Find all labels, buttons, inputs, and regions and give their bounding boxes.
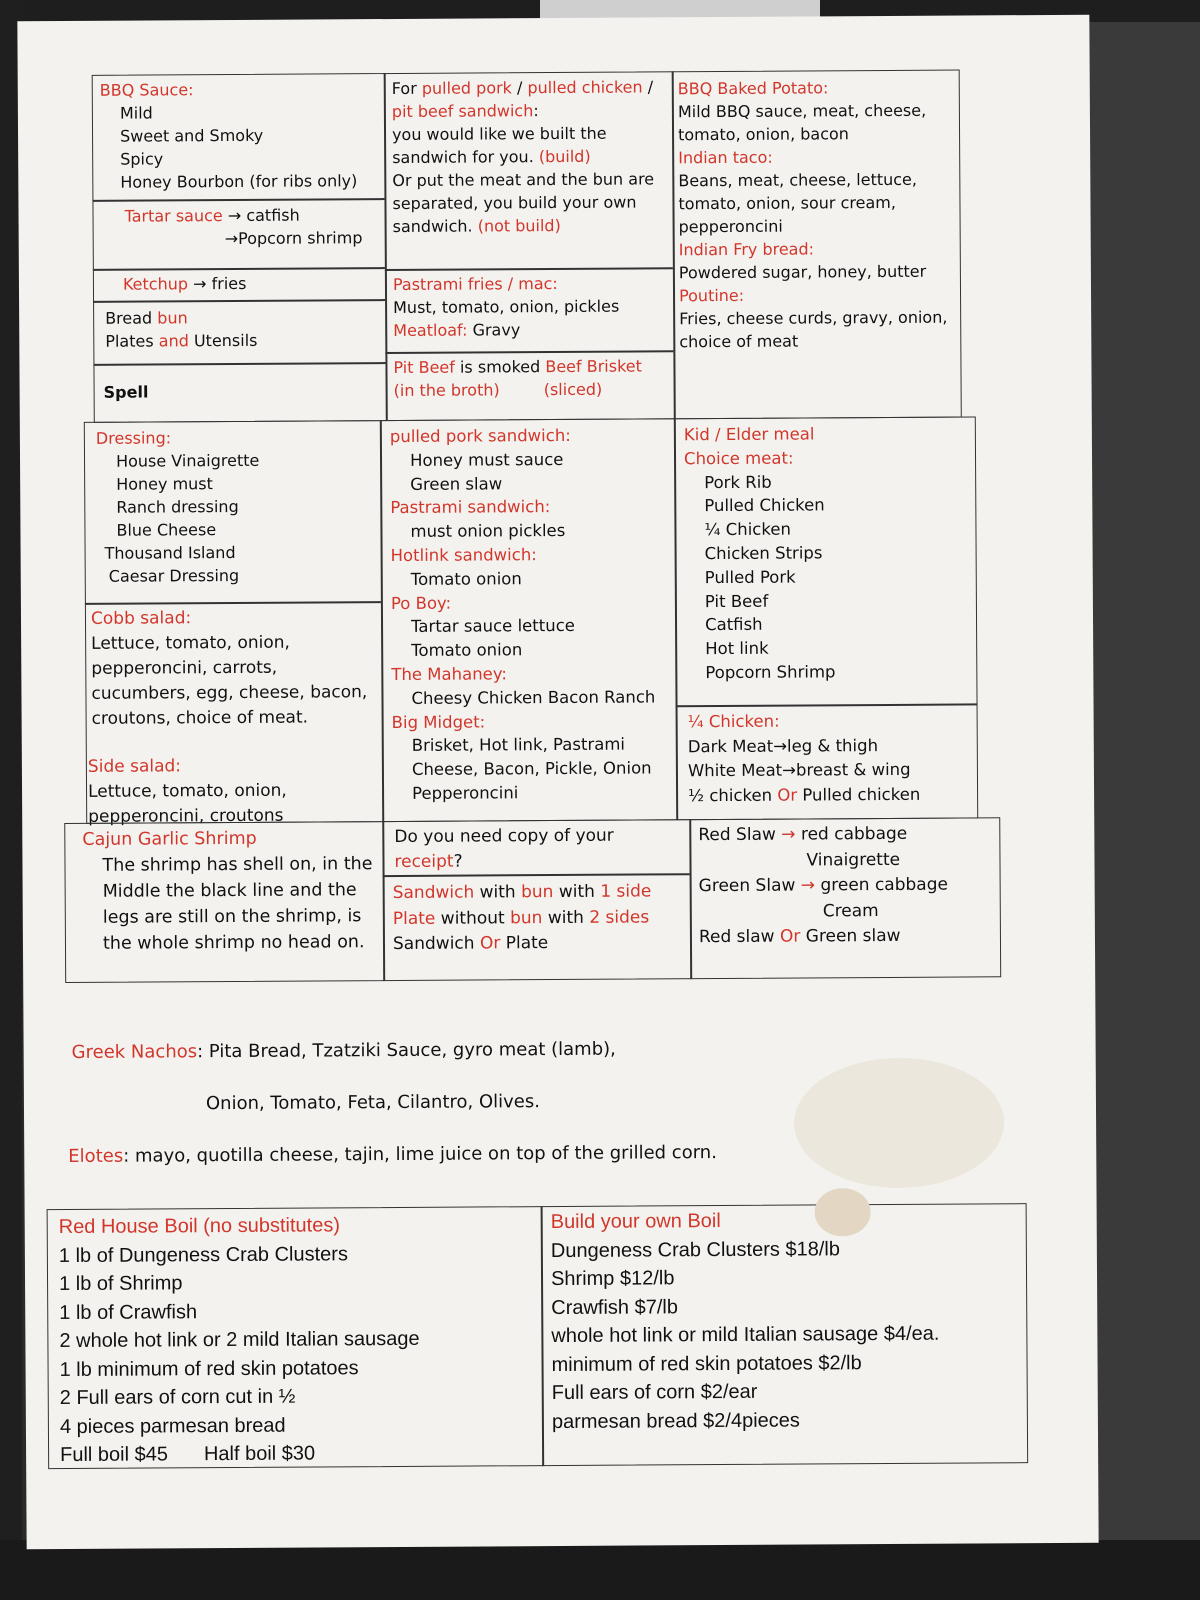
poutine-title: Poutine: [678, 285, 745, 306]
boil-item: 4 pieces parmesan bread [59, 1414, 286, 1438]
potato-line: tomato, onion, bacon [677, 124, 849, 145]
cobb-cell [91, 605, 368, 732]
meatloaf-title: Meatloaf: [393, 320, 468, 340]
bread-cell [105, 306, 257, 353]
sandwich-line: Tomato onion [410, 568, 522, 589]
cajun-shrimp-cell [82, 825, 373, 957]
tartar-label: Tartar sauce [124, 206, 223, 226]
red-cabbage-text: red cabbage [800, 823, 908, 845]
full-boil-price: Full boil $45 [60, 1443, 169, 1467]
fry-bread-title: Indian Fry bread: [678, 239, 815, 260]
pastrami-fries-line: Must, tomato, onion, pickles [393, 296, 620, 317]
quarter-chicken-title: ¼ Chicken: [687, 711, 780, 732]
bread-text: Bread [105, 308, 158, 328]
pulled-chicken-text: Pulled chicken [797, 784, 921, 805]
dressing-item: Caesar Dressing [108, 565, 240, 586]
vinaigrette-text: Vinaigrette [806, 849, 901, 870]
green-slaw-label: Green Slaw [698, 875, 796, 897]
two-sides-word: 2 sides [589, 906, 650, 928]
sandwich-plate-cell [393, 879, 652, 957]
sandwich-word: Sandwich [392, 933, 480, 955]
intro-pulled-chicken: pulled chicken [527, 77, 643, 98]
dressing-item: Blue Cheese [116, 520, 217, 540]
intro-text: / [642, 77, 654, 97]
intro-not-build: (not build) [477, 215, 561, 236]
cobb-line: pepperoncini, carrots, [91, 657, 278, 679]
intro-pit-beef: pit beef sandwich [391, 101, 534, 122]
kid-meal-cell [684, 422, 836, 685]
plate-word: Plate [392, 908, 436, 929]
intro-text: Or put the meat and the bun are [392, 169, 655, 191]
and-text: and [158, 331, 189, 351]
side-salad-title: Side salad: [87, 756, 182, 777]
bun-word: bun [521, 882, 554, 903]
potato-line: Mild BBQ sauce, meat, cheese, [677, 100, 927, 122]
cobb-title: Cobb salad: [90, 608, 192, 629]
cajun-shrimp-line: legs are still on the shrimp, is [102, 906, 362, 928]
kid-meal-item: Pulled Chicken [704, 495, 825, 516]
intro-text: separated, you build your own [392, 192, 637, 214]
with-word: with [542, 907, 590, 928]
with-word: with [474, 882, 522, 903]
build-boil-item: parmesan bread $2/4pieces [551, 1409, 800, 1433]
green-cabbage-text: green cabbage [820, 874, 949, 896]
greek-nachos-line: Onion, Tomato, Feta, Cilantro, Olives. [205, 1091, 540, 1115]
build-boil-title: Build your own Boil [550, 1210, 721, 1234]
kid-meal-item: Catfish [704, 615, 763, 635]
tartar-cell [124, 203, 362, 250]
bbq-sauce-item: Spicy [120, 149, 164, 169]
intro-text: sandwich. [392, 216, 478, 236]
cajun-shrimp-line: the whole shrimp no head on. [102, 932, 365, 954]
potato-title: BBQ Baked Potato: [677, 78, 829, 99]
red-slaw-text: Red slaw [698, 926, 781, 948]
red-house-boil [59, 1211, 421, 1470]
kid-meal-title: Kid / Elder meal [683, 424, 815, 445]
cobb-line: croutons, choice of meat. [91, 707, 309, 729]
meatloaf-gravy: Gravy [467, 320, 521, 340]
mahaney-title: The Mahaney: [391, 664, 507, 684]
receipt-mark: ? [453, 851, 463, 872]
greek-nachos [72, 1036, 616, 1066]
build-boil-item: whole hot link or mild Italian sausage $4/ea. [551, 1322, 940, 1348]
sandwich-line: Cheese, Bacon, Pickle, Onion [411, 758, 652, 780]
sandwich-line: Tartar sauce lettuce [410, 616, 575, 637]
big-midget-title: Big Midget: [391, 712, 486, 732]
receipt-word: receipt [394, 851, 454, 873]
cobb-line: Lettuce, tomato, onion, [91, 632, 290, 654]
sandwich-line: Honey must sauce [409, 449, 564, 470]
cream-text: Cream [822, 900, 879, 921]
red-house-boil-title: Red House Boil (no substitutes) [58, 1214, 341, 1239]
side-salad-cell [88, 754, 287, 830]
side-salad-line: pepperoncini, croutons [88, 805, 284, 827]
build-boil-item: Shrimp $12/lb [550, 1267, 675, 1291]
intro-text: you would like we built the [391, 123, 607, 145]
build-boil-item: Crawfish $7/lb [551, 1295, 678, 1319]
or-word: Or [779, 926, 801, 947]
sandwich-line: Pepperoncini [412, 783, 519, 803]
sandwich-line: Green slaw [410, 473, 503, 494]
elotes [68, 1139, 717, 1170]
build-boil-item: Dungeness Crab Clusters $18/lb [550, 1237, 840, 1262]
green-slaw-text: Green slaw [800, 925, 901, 947]
boil-item: 1 lb of Dungeness Crab Clusters [58, 1242, 348, 1267]
or-text: Or [777, 785, 798, 805]
kid-meal-item: Chicken Strips [704, 543, 823, 564]
ketchup-fries: → fries [187, 273, 247, 294]
build-boil-item: minimum of red skin potatoes $2/lb [551, 1351, 862, 1376]
in-broth-label: (in the broth) [393, 380, 500, 400]
pit-beef-cell [393, 354, 642, 402]
quarter-chicken-cell [688, 709, 921, 808]
dark-meat-text: →leg & thigh [773, 735, 879, 756]
sandwich-line: Brisket, Hot link, Pastrami [411, 734, 626, 756]
taco-line: Beans, meat, cheese, lettuce, [678, 169, 918, 191]
taco-title: Indian taco: [678, 147, 773, 168]
menu-sheet [17, 15, 1098, 1550]
build-boil-item: Full ears of corn $2/ear [551, 1380, 758, 1405]
boil-item: 2 Full ears of corn cut in ½ [59, 1385, 296, 1410]
plates-text: Plates [105, 331, 159, 351]
one-side-word: 1 side [600, 881, 652, 902]
choice-meat-title: Choice meat: [683, 448, 794, 469]
pastrami-title: Pastrami sandwich: [390, 497, 551, 518]
sliced-label: (sliced) [543, 379, 603, 400]
pulled-pork-intro-cell [392, 75, 655, 238]
hotlink-title: Hotlink sandwich: [390, 545, 537, 566]
pulled-pork-title: pulled pork sandwich: [389, 425, 571, 447]
ketchup-label: Ketchup [122, 274, 189, 294]
boil-item: 1 lb of Shrimp [58, 1272, 183, 1296]
intro-text: : [533, 101, 539, 121]
kid-meal-item: Hot link [705, 638, 769, 659]
greek-nachos-line: : Pita Bread, Tzatziki Sauce, gyro meat (lamb), [197, 1038, 616, 1063]
cajun-shrimp-title: Cajun Garlic Shrimp [82, 828, 257, 850]
background-bottom [0, 1540, 1200, 1600]
intro-pulled-pork: pulled pork [421, 78, 512, 98]
sandwich-word: Sandwich [392, 882, 475, 904]
dressing-title: Dressing: [95, 428, 172, 448]
arrow: → [795, 875, 821, 896]
half-chicken-text: ½ chicken [688, 785, 778, 805]
or-word: Or [479, 933, 501, 954]
boil-item: 1 lb of Crawfish [59, 1300, 198, 1324]
taco-line: tomato, onion, sour cream, [678, 192, 896, 214]
bbq-sauce-title: BBQ Sauce: [99, 80, 194, 100]
stain-mark [814, 1188, 870, 1236]
poboy-title: Po Boy: [390, 593, 452, 613]
pit-beef-text: is smoked [454, 357, 546, 377]
red-slaw-label: Red Slaw [698, 824, 776, 846]
cajun-shrimp-line: The shrimp has shell on, in the [102, 854, 373, 876]
background-right [1088, 22, 1200, 1552]
side-salad-line: Lettuce, tomato, onion, [87, 780, 287, 802]
pit-beef-label: Pit Beef [393, 357, 455, 377]
intro-text: For [391, 78, 422, 99]
dressing-item: Honey must [116, 474, 213, 494]
spell-label: Spell [103, 382, 149, 402]
cobb-line: cucumbers, egg, cheese, bacon, [91, 682, 368, 704]
tartar-catfish: → catfish [227, 205, 300, 226]
white-meat-text: →breast & wing [782, 759, 911, 780]
elotes-title: Elotes [68, 1145, 124, 1167]
potato-cell [678, 76, 948, 354]
pastrami-fries-cell [393, 272, 620, 342]
kid-meal-item: Pulled Pork [704, 567, 796, 587]
half-boil-price: Half boil $30 [203, 1442, 316, 1466]
tartar-popcorn: →Popcorn shrimp [224, 228, 363, 249]
cajun-shrimp-line: Middle the black line and the [102, 880, 357, 902]
intro-build: (build) [538, 146, 591, 167]
boil-item: 2 whole hot link or 2 mild Italian sausage [59, 1327, 420, 1353]
sandwich-line: Cheesy Chicken Bacon Ranch [411, 687, 656, 708]
greek-nachos-title: Greek Nachos [71, 1041, 198, 1063]
taco-line: pepperoncini [678, 216, 783, 237]
pastrami-fries-title: Pastrami fries / mac: [392, 273, 558, 294]
intro-text: sandwich for you. [392, 147, 539, 168]
poutine-line: choice of meat [679, 331, 799, 352]
kid-meal-item: Popcorn Shrimp [705, 662, 836, 683]
beef-brisket-label: Beef Brisket [545, 356, 642, 377]
dressing-item: Ranch dressing [116, 496, 239, 517]
with-word: with [553, 881, 601, 903]
spell-cell [104, 380, 149, 403]
greek-nachos-2 [206, 1088, 540, 1117]
kid-meal-item: Pit Beef [704, 591, 769, 611]
bbq-sauce-item: Sweet and Smoky [119, 125, 264, 146]
intro-text: / [511, 78, 528, 98]
utensils-text: Utensils [188, 330, 258, 351]
dark-meat-label: Dark Meat [687, 736, 774, 756]
boil-item: 1 lb minimum of red skin potatoes [59, 1356, 359, 1381]
without-word: without [435, 907, 511, 929]
build-your-own-boil [551, 1206, 940, 1436]
receipt-cell [394, 824, 614, 875]
dressing-item: Thousand Island [104, 542, 236, 563]
arrow: → [775, 824, 801, 845]
sandwiches-cell [390, 423, 656, 805]
receipt-line: Do you need copy of your [394, 825, 614, 848]
ketchup-cell [123, 272, 247, 296]
elotes-line: : mayo, quotilla cheese, tajin, lime juice on top of the grilled corn. [123, 1142, 717, 1167]
sandwich-line: must onion pickles [410, 521, 566, 542]
kid-meal-item: Pork Rib [704, 472, 772, 492]
slaw-cell [698, 822, 948, 951]
white-meat-label: White Meat [687, 760, 783, 781]
bun-word: bun [510, 907, 543, 928]
bbq-sauce-cell [100, 77, 358, 194]
poutine-line: Fries, cheese curds, gravy, onion, [679, 307, 948, 329]
bun-text: bun [157, 308, 188, 328]
dressing-cell [96, 426, 260, 588]
stain-mark [794, 1057, 1005, 1188]
bbq-sauce-item: Honey Bourbon (for ribs only) [120, 171, 358, 192]
fry-bread-line: Powdered sugar, honey, butter [678, 261, 927, 283]
kid-meal-item: ¼ Chicken [704, 519, 791, 540]
bbq-sauce-item: Mild [119, 103, 153, 123]
plate-word: Plate [500, 933, 549, 954]
dressing-item: House Vinaigrette [115, 450, 260, 471]
sandwich-line: Tomato onion [411, 640, 523, 661]
